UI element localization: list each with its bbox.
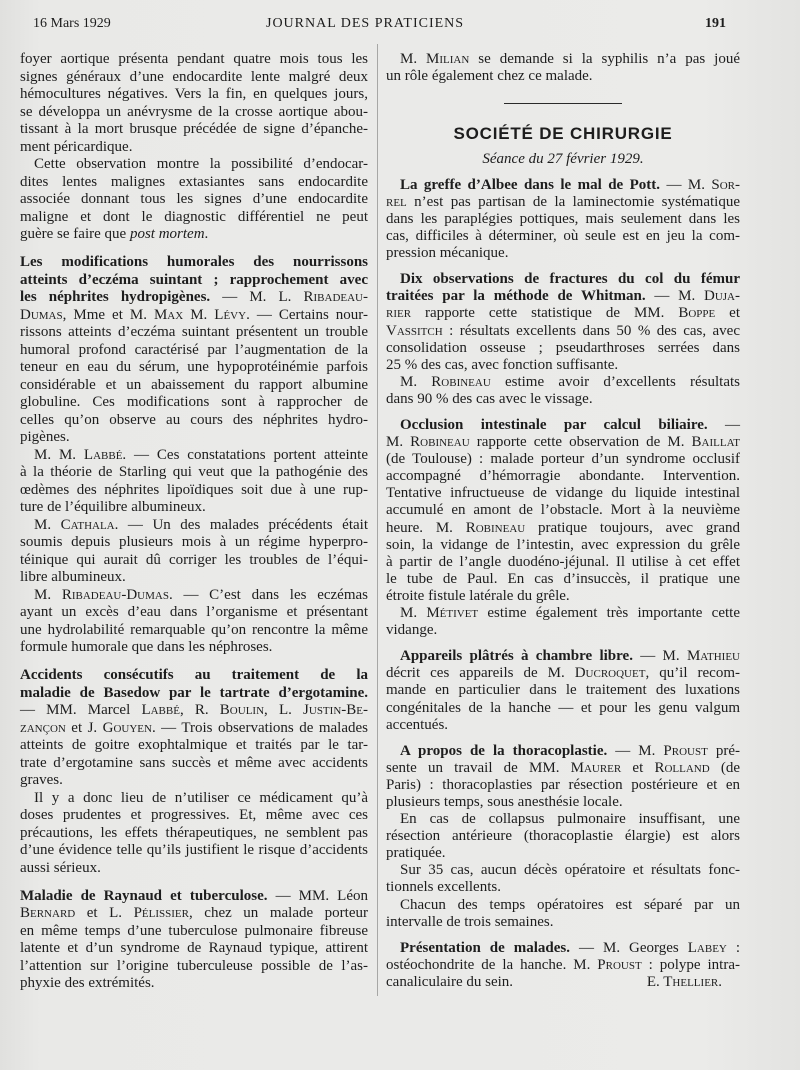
text-run: M. (400, 373, 432, 390)
text-line: formule humorale que dans les néphroses. (20, 639, 273, 655)
text-line: graves. (20, 772, 63, 788)
text-line (386, 648, 740, 665)
text-run: — M. (660, 176, 712, 193)
paragraph (386, 811, 740, 862)
text-line (386, 743, 740, 760)
text-run: M. (386, 434, 411, 451)
article-block (386, 743, 740, 811)
text-line (386, 323, 740, 340)
text-line: cas, difficiles à déterminer, où seule est en jeu la com- (386, 228, 740, 245)
text-run: décrit ces appareils de M. (386, 665, 575, 682)
article-block (386, 417, 740, 605)
bold-run: Les modifications humorales des nourrissons (20, 254, 368, 270)
text-run: . (204, 226, 209, 242)
text-run: : (726, 939, 741, 956)
text-line: SOCIÉTÉ DE CHIRURGIE (453, 124, 673, 144)
text-line: Cette observation montre la possibilité d’endocar- (34, 156, 368, 172)
paragraph (20, 517, 368, 587)
text-run: — M. L. (210, 289, 304, 305)
column-separator (377, 44, 378, 996)
paragraph (20, 790, 368, 878)
bold-run: traitées par la méthode de Whitman. (386, 288, 646, 305)
page-number: 191 (705, 16, 726, 31)
text-line (386, 974, 740, 991)
text-run: rapporte cette observation de M. (469, 434, 692, 451)
small-caps-run: Proust (663, 742, 708, 759)
bold-run: Dix observations de fractures du col du fémur (400, 271, 740, 288)
text-line (20, 289, 368, 307)
text-run: et J. (65, 719, 103, 736)
text-run: estime également très importante cette (478, 605, 740, 622)
text-line: le tube de Paul. En cas d’insuccès, il pratique une (386, 570, 740, 587)
paragraph-continued (20, 51, 368, 156)
small-caps-run: Labey (687, 939, 727, 956)
small-caps-run: Cathala (60, 516, 115, 533)
text-run: M. (183, 306, 215, 323)
signature: E. Thellier. (646, 973, 722, 990)
paragraph (386, 897, 740, 931)
text-line: téinique qui aurait dû corriger les troubles de l’équi- (20, 551, 368, 568)
text-line: en même temps d’une tuberculose pulmonaire fibreuse (20, 922, 368, 939)
journal-title: JOURNAL DES PRATICIENS (266, 16, 465, 31)
text-run: . — Un des malades précédents était (114, 516, 368, 533)
text-run: , Mme et M. (62, 306, 154, 323)
text-line: œdèmes des néphrites lipoïdiques soit due à une rup- (20, 481, 368, 498)
text-run: sente un travail de MM. (386, 759, 571, 776)
society-heading (386, 123, 740, 145)
text-run: M. (400, 605, 427, 622)
text-line: Sur 35 cas, aucun décès opératoire et résultats fonc- (400, 862, 740, 879)
bold-run: Occlusion intestinale par calcul biliaire. (400, 417, 708, 433)
text-line (386, 665, 740, 682)
text-line: pigènes. (20, 429, 70, 445)
text-line: dans les paraplégies pottiques, mais seulement dans les (386, 210, 740, 227)
issue-date: 16 Mars 1929 (33, 16, 111, 31)
small-caps-run: Baillat (691, 434, 741, 451)
small-caps-run: Robineau (465, 519, 526, 536)
small-caps-run: Labbé (141, 702, 180, 718)
text-run: M. (34, 586, 62, 603)
text-line: plusieurs temps, sous anesthésie locale. (386, 793, 623, 810)
text-run: — (707, 417, 740, 433)
text-run: M. M. (34, 446, 84, 463)
text-line: atteints de goitre exophtalmique et traités par le tar- (20, 737, 368, 753)
text-run: , qu’il recom- (645, 665, 740, 682)
text-run: M. (400, 51, 427, 67)
bold-run: A propos de la thoracoplastie. (400, 742, 608, 759)
text-run: estime avoir d’excellents résultats (490, 373, 740, 390)
text-line: un rôle également chez ce malade. (386, 68, 593, 85)
small-caps-run: Pélissier (133, 905, 189, 921)
text-run: rapporte cette statistique de MM. (411, 305, 679, 322)
text-line: Séance du 27 février 1929. (482, 150, 644, 167)
small-caps-run: Milian (426, 51, 470, 67)
text-line (386, 417, 740, 434)
text-line: ment péricardique. (20, 138, 133, 155)
text-line: foyer aortique présenta pendant quatre mois tous les (20, 51, 368, 67)
text-line (386, 288, 740, 305)
text-line: associée donnant tous les signes d’une endocardite (20, 191, 368, 207)
text-line (386, 194, 740, 211)
small-caps-run: rel (386, 193, 407, 210)
text-line: considérable et un abaissement du rapport albumine (20, 376, 368, 393)
text-line: intervalle de trois semaines. (386, 913, 554, 930)
text-line: précautions, les effets thérapeutiques, ne semblent pas (20, 824, 368, 841)
left-column (20, 51, 368, 993)
text-line: humoral profond caractérisé par l’augmentation de la (20, 341, 368, 358)
text-line: tissant à la mort brusque précédée de signe d’épanche- (20, 121, 368, 137)
bold-run: Accidents consécutifs au traitement de la (20, 667, 368, 683)
small-caps-run: Rolland (654, 759, 710, 776)
bold-run: les néphrites hydropigènes. (20, 289, 211, 305)
text-run: : résultats excellents dans 50 % des cas, avec (442, 322, 740, 339)
text-line (386, 305, 740, 322)
small-caps-run: Boulin (219, 702, 265, 718)
small-caps-run: Lévy (214, 306, 247, 323)
text-line: ture de l’équilibre albumineux. (20, 499, 206, 515)
text-line (20, 667, 368, 685)
text-line: soin, la vidange de l’intestin, avec expression du grêle (386, 536, 740, 553)
text-line: teneur en eau du sérum, une hypoprotéinémie parfois (20, 359, 368, 375)
text-line: soumis depuis plusieurs mois à un régime hyperpro- (20, 534, 368, 550)
text-line: doses prudentes et progressives. Et, même avec ces (20, 807, 368, 823)
article-block (20, 667, 368, 790)
text-line: trate d’ergotamine sans succès et même avec accidents (20, 754, 368, 771)
text-run: M. (34, 516, 61, 533)
text-line: latente et d’un syndrome de Raynaud typique, attirent (20, 940, 368, 956)
session-date (386, 151, 740, 168)
text-line: signes généraux d’une endocardite lente malgré deux (20, 68, 368, 85)
text-line (20, 254, 368, 272)
text-run: — M. (645, 288, 704, 305)
text-line: En cas de collapsus pulmonaire insuffisant, une (400, 811, 740, 828)
text-line: Il y a donc lieu de n’utiliser ce médicament qu’à (34, 789, 368, 806)
text-line (386, 957, 740, 974)
text-run: . — Ces constatations portent atteinte (122, 446, 368, 463)
right-column (386, 51, 740, 991)
text-line (386, 520, 740, 537)
text-line: accentués. (386, 716, 449, 733)
text-line (20, 720, 368, 738)
small-caps-run: Vassitch (386, 322, 443, 339)
bold-run: Maladie de Raynaud et tuberculose. (20, 887, 268, 904)
text-line: rissons atteints d’eczéma suintant présentent un trouble (20, 324, 368, 340)
article-block (386, 177, 740, 262)
section-divider (504, 103, 622, 104)
small-caps-run: Métivet (426, 605, 479, 622)
text-run: — M. Georges (570, 939, 688, 956)
small-caps-run: Justin-Be- (303, 702, 368, 718)
text-line: ayant un excès d’eau dans l’organisme et présentant (20, 604, 368, 620)
text-line: d’une évidence telle qu’ils justifient le risque d’accidents (20, 842, 368, 858)
text-line (20, 587, 368, 605)
small-caps-run: Ribadeau- (303, 289, 368, 305)
text-line: Tentative infructueuse de vidange du liquide intestinal (386, 485, 740, 502)
text-line: globuline. Ces modifications sont à rapprocher de (20, 394, 368, 410)
text-line (386, 940, 740, 957)
small-caps-run: Maurer (570, 759, 622, 776)
bold-run: maladie de Basedow par le tartrate d’ergotamine. (20, 684, 368, 701)
small-caps-run: Ducroquet (574, 665, 646, 682)
text-run: et (715, 305, 740, 322)
bold-run: Appareils plâtrés à chambre libre. (400, 648, 633, 665)
text-line: pression mécanique. (386, 245, 509, 262)
paragraph (386, 605, 740, 639)
small-caps-run: Robineau (431, 373, 491, 390)
text-line: vidange. (386, 622, 438, 639)
text-line: dans 90 % des cas avec le vissage. (386, 390, 593, 407)
text-line: phyxie des extrémités. (20, 975, 155, 991)
small-caps-run: Boppe (678, 305, 716, 322)
small-caps-run: Robineau (410, 434, 470, 451)
italic-run: post mortem (129, 226, 205, 242)
small-caps-run: Labbé (83, 446, 123, 463)
text-line (386, 374, 740, 391)
bold-run: La greffe d’Albee dans le mal de Pott. (400, 176, 661, 193)
text-line: accompagné d’hémorragie abondante. Intervention. (386, 468, 740, 485)
text-run: se demande si la syphilis n’a pas joué (469, 51, 740, 67)
text-line (386, 760, 740, 777)
text-line (20, 307, 368, 325)
text-run: . — Certains nour- (246, 306, 368, 323)
text-line (386, 177, 740, 194)
article-block (386, 648, 740, 733)
text-run: , L. (264, 702, 304, 718)
text-line: 25 % des cas, avec fonction suffisante. (386, 356, 619, 373)
text-line: aussi sérieux. (20, 859, 101, 876)
small-caps-run: Sor- (711, 176, 740, 193)
text-run: : polype intra- (641, 956, 740, 973)
text-run: , R. (179, 702, 220, 718)
article-block (386, 940, 740, 991)
text-line (386, 271, 740, 288)
text-line: Chacun des temps opératoires est séparé par un (400, 896, 740, 913)
text-line: (de Toulouse) : malade porteur d’un syndrome occlusif (386, 451, 740, 468)
text-run: . — C’est dans les eczémas (168, 586, 368, 603)
text-run: n’est pas partisan de la laminectomie systématique (406, 193, 740, 210)
small-caps-run: Dumas (20, 306, 63, 323)
text-line: à la théorie de Starling qui veut que la pathogénie des (20, 464, 368, 480)
text-line (20, 517, 368, 535)
paragraph (386, 862, 740, 896)
text-run: canaliculaire du sein. (386, 973, 514, 990)
small-caps-run: Duja- (704, 288, 740, 305)
text-line: dites lentes malignes extasiantes sans endocardite (20, 173, 368, 190)
small-caps-run: Max (153, 306, 184, 323)
text-run: ostéochondrite de la hanche. M. (386, 956, 598, 973)
text-run: heure. M. (386, 519, 466, 536)
text-line (20, 702, 368, 720)
text-run: et L. (75, 905, 134, 921)
text-run: pratique toujours, avec grand (525, 519, 740, 536)
paragraph (20, 156, 368, 244)
text-line: étroite fistule latérale du grêle. (386, 587, 570, 604)
text-line (386, 605, 740, 622)
text-line: pratiquée. (386, 845, 446, 862)
text-line: une hydrolabilité remarquable qu’on rencontre la même (20, 621, 368, 638)
small-caps-run: Ribadeau-Dumas (61, 586, 169, 603)
text-run: pré- (707, 742, 740, 759)
text-run: — M. (607, 742, 664, 759)
paragraph (386, 374, 740, 408)
article-block (20, 888, 368, 993)
small-caps-run: zançon (20, 719, 66, 736)
text-line (386, 51, 740, 68)
text-line: tionnels excellents. (386, 879, 501, 896)
text-line: congénitales de la hanche — et pour les genu valgum (386, 699, 740, 716)
text-line (20, 447, 368, 465)
small-caps-run: rier (386, 305, 412, 322)
small-caps-run: Mathieu (686, 648, 741, 665)
text-line: l’attention sur l’origine tuberculeuse possible de l’as- (20, 957, 368, 974)
paragraph (20, 447, 368, 517)
text-line (20, 685, 368, 703)
small-caps-run: Bernard (20, 905, 76, 921)
paragraph (20, 587, 368, 657)
text-line: Paris) : thoracoplasties par résection postérieure et en (386, 776, 740, 793)
article-block (20, 254, 368, 447)
text-line: mande en particulier dans le traitement des luxations (386, 682, 740, 699)
text-run: — MM. Léon (267, 887, 368, 904)
text-run: . — Trois observations de malades (151, 719, 368, 736)
text-line: libre albumineux. (20, 569, 126, 585)
text-run: et (621, 759, 655, 776)
text-line (20, 226, 368, 244)
small-caps-run: Gouyen (102, 719, 152, 736)
text-run: — M. (632, 648, 687, 665)
text-line: se développa un anévrysme de la crosse aortique abou- (20, 103, 368, 120)
text-line: à partir de l’angle duodéno-jéjunal. Il utilise à cet effet (386, 553, 740, 570)
bold-run: Présentation de malades. (400, 939, 571, 956)
text-line (20, 272, 368, 290)
text-line: consolidation osseuse ; pseudarthroses serrées dans (386, 339, 740, 356)
bold-run: atteints d’eczéma suintant ; rapprochement avec (20, 271, 368, 288)
text-line (20, 905, 368, 923)
text-run: guère se faire que (20, 226, 130, 242)
text-line (20, 888, 368, 906)
text-run: , chez un malade porteur (189, 905, 368, 921)
text-run: (de (709, 759, 741, 776)
text-line (386, 434, 740, 451)
text-line: celles qu’on observe au cours des néphrites hydro- (20, 411, 368, 428)
text-run: — MM. Marcel (20, 702, 142, 718)
article-block (386, 271, 740, 374)
text-line: maligne et dont le diagnostic différentiel ne peut (20, 208, 368, 225)
text-line: accumulé en amont de l’obstacle. Mort à la neuvième (386, 502, 740, 519)
paragraph (386, 51, 740, 85)
text-line: résection antérieure (thoracoplastie élargie) est alors (386, 828, 740, 845)
small-caps-run: Proust (597, 956, 642, 973)
text-line: hémocultures négatives. Vers la fin, en quelques jours, (20, 86, 368, 102)
